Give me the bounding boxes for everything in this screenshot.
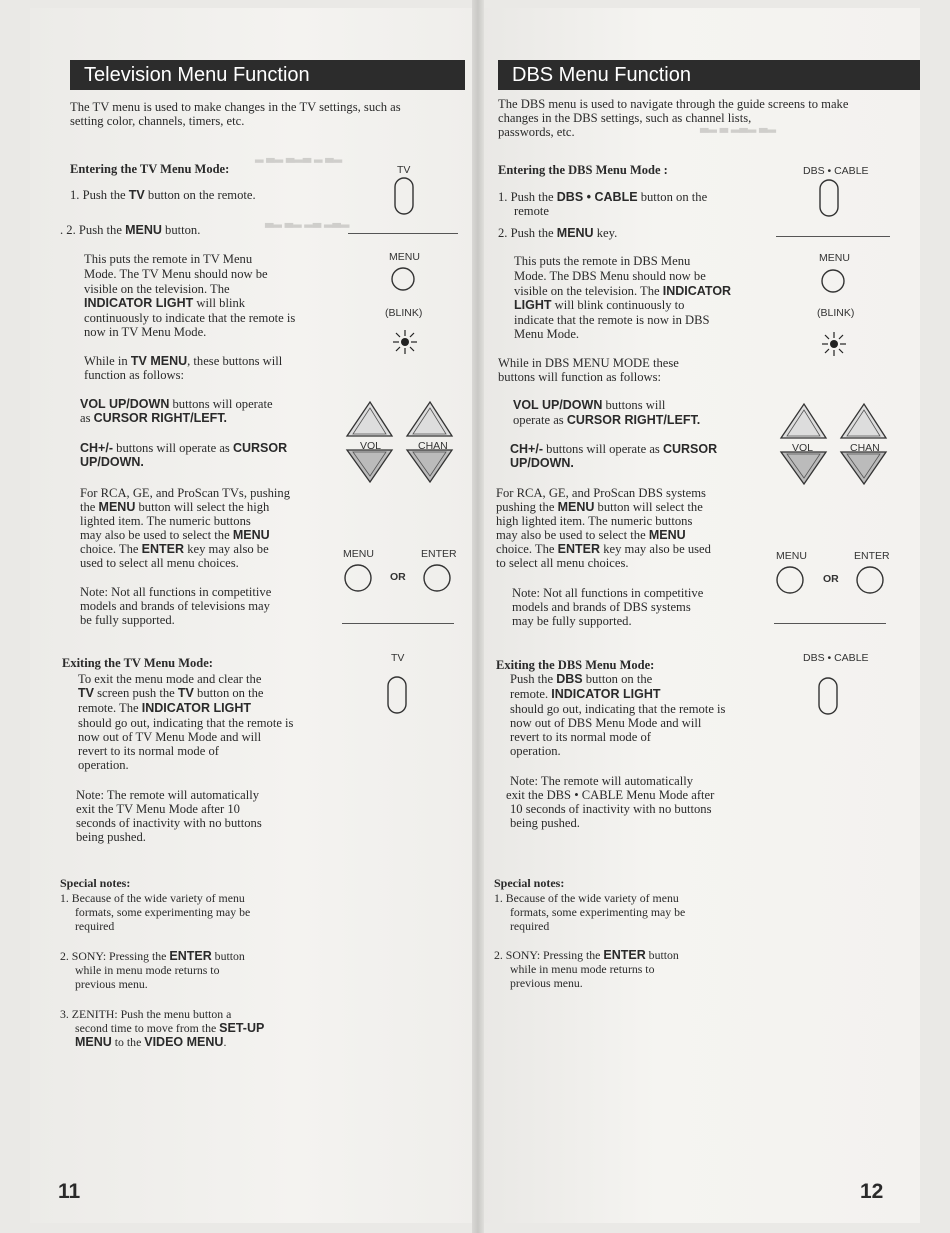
- blinking-light-icon: [820, 330, 848, 358]
- menu-key-label: MENU: [389, 251, 420, 263]
- intro-line: The DBS menu is used to navigate through the guide screens to make: [498, 97, 849, 111]
- note-line: exit the DBS • CABLE Menu Mode after: [506, 788, 715, 802]
- paragraph-line: may also be used to select the MENU: [496, 528, 686, 542]
- divider: [774, 623, 886, 624]
- paragraph-line: UP/DOWN.: [510, 456, 574, 470]
- vol-label: VOL: [360, 440, 382, 452]
- paragraph-line: remote. The INDICATOR LIGHT: [78, 701, 252, 715]
- dbs-cable-button-icon: [818, 178, 840, 218]
- tv-button-icon: [393, 176, 415, 216]
- paragraph-line: remote. INDICATOR LIGHT: [510, 687, 661, 701]
- note-line: Note: Not all functions in competitive: [80, 585, 272, 599]
- paragraph-line: Menu Mode.: [514, 327, 580, 341]
- paragraph-line: may also be used to select the MENU: [80, 528, 270, 542]
- paragraph-line: pushing the MENU button will select the: [496, 500, 703, 514]
- special-note-line: required: [75, 919, 115, 933]
- note-line: models and brands of DBS systems: [512, 600, 691, 614]
- menu-button-icon: [342, 562, 374, 594]
- chan-label: CHAN: [850, 442, 880, 454]
- page-title: DBS Menu Function: [498, 60, 920, 90]
- special-note-line: previous menu.: [510, 976, 583, 990]
- divider: [776, 236, 890, 237]
- paragraph-line: buttons will function as follows:: [498, 370, 662, 384]
- paragraph-line: the MENU button will select the high: [80, 500, 270, 514]
- section-heading: Entering the TV Menu Mode:: [70, 162, 230, 176]
- paragraph-line: now out of DBS Menu Mode and will: [510, 716, 702, 730]
- blink-label: (BLINK): [817, 307, 855, 319]
- enter-key-label: ENTER: [854, 550, 890, 562]
- paragraph-line: This puts the remote in DBS Menu: [514, 254, 691, 268]
- paragraph-line: revert to its normal mode of: [510, 730, 651, 744]
- note-line: may be fully supported.: [512, 614, 632, 628]
- note-line: Note: Not all functions in competitive: [512, 586, 704, 600]
- section-heading: Special notes:: [494, 876, 565, 890]
- paragraph-line: to select all menu choices.: [496, 556, 629, 570]
- note-line: seconds of inactivity with no buttons: [76, 816, 262, 830]
- paragraph-line: visible on the television. The: [84, 282, 230, 296]
- paragraph-line: high lighted item. The numeric buttons: [496, 514, 693, 528]
- divider: [342, 623, 454, 624]
- paragraph-line: VOL UP/DOWN buttons will operate: [80, 397, 273, 411]
- special-note-line: 1. Because of the wide variety of menu: [60, 891, 245, 905]
- paragraph-line: INDICATOR LIGHT will blink: [84, 296, 246, 310]
- paragraph-line: LIGHT will blink continuously to: [514, 298, 685, 312]
- paragraph-line: For RCA, GE, and ProScan DBS systems: [496, 486, 706, 500]
- or-label: OR: [823, 573, 839, 585]
- paragraph-line: visible on the television. The INDICATOR: [514, 284, 732, 298]
- divider: [348, 233, 458, 234]
- page-number: 11: [58, 1180, 81, 1203]
- or-label: OR: [390, 571, 406, 583]
- bleed-through: ▂▃▂ ▃▂ ▂▃ ▂▃: [265, 216, 350, 228]
- paragraph-line: UP/DOWN.: [80, 455, 144, 469]
- menu-key-label: MENU: [343, 548, 374, 560]
- special-note-line: required: [510, 919, 550, 933]
- note-line: Note: The remote will automatically: [76, 788, 260, 802]
- note-line: being pushed.: [510, 816, 580, 830]
- page-title: Television Menu Function: [70, 60, 465, 90]
- intro-line: passwords, etc.: [498, 125, 575, 139]
- section-heading: Entering the DBS Menu Mode :: [498, 163, 668, 177]
- intro-line: changes in the DBS settings, such as channel lists,: [498, 111, 752, 125]
- dbs-cable-key-label: DBS • CABLE: [803, 652, 869, 664]
- paragraph-line: continuously to indicate that the remote is: [84, 311, 296, 325]
- enter-button-icon: [854, 564, 886, 596]
- paragraph-line: revert to its normal mode of: [78, 744, 219, 758]
- step-1: 1. Push the TV button on the remote.: [70, 188, 256, 202]
- menu-button-icon: [774, 564, 806, 596]
- note-line: models and brands of televisions may: [80, 599, 270, 613]
- paragraph-line: operation.: [510, 744, 561, 758]
- paragraph-line: While in TV MENU, these buttons will: [84, 354, 283, 368]
- paragraph-line: Push the DBS button on the: [510, 672, 653, 686]
- special-note-line: 2. SONY: Pressing the ENTER button: [494, 948, 679, 962]
- section-heading: Special notes:: [60, 876, 131, 890]
- paragraph-line: Mode. The TV Menu should now be: [84, 267, 268, 281]
- special-note-line: formats, some experimenting may be: [510, 905, 686, 919]
- paragraph-line: used to select all menu choices.: [80, 556, 239, 570]
- section-heading: Exiting the TV Menu Mode:: [62, 656, 213, 670]
- section-heading: Exiting the DBS Menu Mode:: [496, 658, 655, 672]
- paragraph-line: Mode. The DBS Menu should now be: [514, 269, 706, 283]
- menu-key-label: MENU: [819, 252, 850, 264]
- page-number: 12: [860, 1180, 884, 1203]
- dbs-cable-key-label: DBS • CABLE: [803, 165, 869, 177]
- intro-line: The TV menu is used to make changes in the TV settings, such as: [70, 100, 401, 114]
- special-note-line: 2. SONY: Pressing the ENTER button: [60, 949, 245, 963]
- paragraph-line: lighted item. The numeric buttons: [80, 514, 251, 528]
- paragraph-line: For RCA, GE, and ProScan TVs, pushing: [80, 486, 291, 500]
- paragraph-line: function as follows:: [84, 368, 185, 382]
- vol-label: VOL: [792, 442, 814, 454]
- step-1: remote: [514, 204, 549, 218]
- chan-label: CHAN: [418, 440, 448, 452]
- paragraph-line: operate as CURSOR RIGHT/LEFT.: [513, 413, 701, 427]
- special-note-line: formats, some experimenting may be: [75, 905, 251, 919]
- enter-button-icon: [421, 562, 453, 594]
- paragraph-line: should go out, indicating that the remote is: [78, 716, 294, 730]
- paragraph-line: should go out, indicating that the remote is: [510, 702, 726, 716]
- step-2: . 2. Push the MENU button.: [60, 223, 201, 237]
- paragraph-line: CH+/- buttons will operate as CURSOR: [80, 441, 288, 455]
- special-note-line: MENU to the VIDEO MENU.: [75, 1035, 227, 1049]
- menu-key-label: MENU: [776, 550, 807, 562]
- tv-button-icon: [386, 675, 408, 715]
- paragraph-line: choice. The ENTER key may also be: [80, 542, 269, 556]
- paragraph-line: This puts the remote in TV Menu: [84, 252, 253, 266]
- paragraph-line: To exit the menu mode and clear the: [78, 672, 262, 686]
- note-line: being pushed.: [76, 830, 146, 844]
- step-1: 1. Push the DBS • CABLE button on the: [498, 190, 708, 204]
- paragraph-line: now in TV Menu Mode.: [84, 325, 207, 339]
- paragraph-line: TV screen push the TV button on the: [78, 686, 264, 700]
- intro-line: setting color, channels, timers, etc.: [70, 114, 245, 128]
- special-note-line: 1. Because of the wide variety of menu: [494, 891, 679, 905]
- special-note-line: 3. ZENITH: Push the menu button a: [60, 1007, 232, 1021]
- special-note-line: previous menu.: [75, 977, 148, 991]
- menu-button-icon: [390, 266, 416, 292]
- bleed-through: ▂▃ ▂▃▂ ▃ ▂▃: [700, 121, 776, 133]
- blink-label: (BLINK): [385, 307, 423, 319]
- note-line: 10 seconds of inactivity with no buttons: [510, 802, 712, 816]
- paragraph-line: as CURSOR RIGHT/LEFT.: [80, 411, 227, 425]
- note-line: be fully supported.: [80, 613, 175, 627]
- paragraph-line: CH+/- buttons will operate as CURSOR: [510, 442, 718, 456]
- blinking-light-icon: [391, 328, 419, 356]
- paragraph-line: now out of TV Menu Mode and will: [78, 730, 262, 744]
- special-note-line: while in menu mode returns to: [75, 963, 220, 977]
- special-note-line: while in menu mode returns to: [510, 962, 655, 976]
- menu-button-icon: [820, 268, 846, 294]
- special-note-line: second time to move from the SET-UP: [75, 1021, 265, 1035]
- note-line: Note: The remote will automatically: [510, 774, 694, 788]
- tv-key-label: TV: [391, 652, 405, 664]
- book-gutter: [472, 0, 484, 1233]
- dbs-cable-button-icon: [817, 676, 839, 716]
- bleed-through: ▂▃ ▂ ▃▂▃ ▂▃ ▂: [255, 151, 343, 163]
- tv-key-label: TV: [397, 164, 411, 176]
- paragraph-line: VOL UP/DOWN buttons will: [513, 398, 666, 412]
- paragraph-line: operation.: [78, 758, 129, 772]
- step-2: 2. Push the MENU key.: [498, 226, 618, 240]
- enter-key-label: ENTER: [421, 548, 457, 560]
- paragraph-line: choice. The ENTER key may also be used: [496, 542, 711, 556]
- paragraph-line: While in DBS MENU MODE these: [498, 356, 679, 370]
- paragraph-line: indicate that the remote is now in DBS: [514, 313, 710, 327]
- note-line: exit the TV Menu Mode after 10: [76, 802, 240, 816]
